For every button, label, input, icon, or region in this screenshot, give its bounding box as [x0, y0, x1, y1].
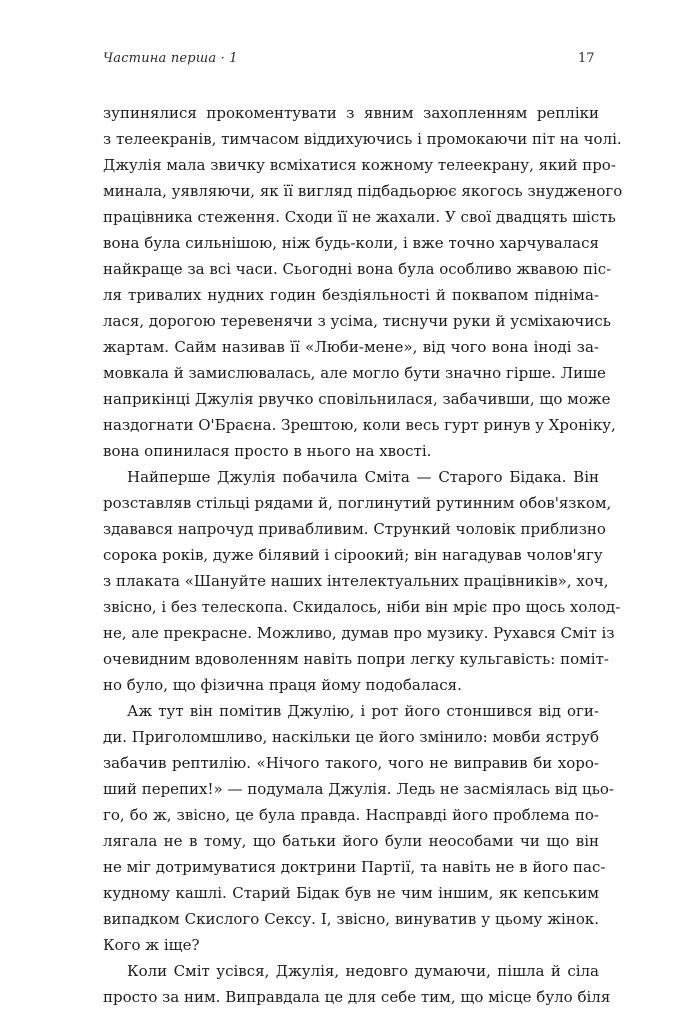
text-line: забачив рептилію. «Нічого такого, чого не виправив би хоро-: [103, 754, 599, 772]
text-line: наздогнати О'Браєна. Зрештою, коли весь гурт ринув у Хроніку,: [103, 416, 616, 434]
running-head: Частина перша · 1: [103, 51, 238, 66]
text-line: лягала не в тому, що батьки його були неособами чи що він: [103, 832, 599, 850]
text-line: лася, дорогою теревенячи з усіма, тиснучи руки й усміхаючись: [103, 312, 611, 330]
text-line: Найперше Джулія побачила Сміта — Старого Бідака. Він: [127, 468, 599, 486]
text-line: го, бо ж, звісно, це була правда. Насправді його проблема по-: [103, 806, 599, 824]
text-line: зупинялися прокоментувати з явним захопленням репліки: [103, 104, 599, 122]
text-line: Аж тут він помітив Джулію, і рот його стоншився від оги-: [127, 702, 599, 720]
text-line: здавався напрочуд привабливим. Стрункий чоловік приблизно: [103, 520, 606, 538]
text-line: ля тривалих нудних годин бездіяльності й поквапом підніма-: [103, 286, 599, 304]
text-line: з плаката «Шануйте наших інтелектуальних працівників», хоч,: [103, 572, 609, 590]
text-line: ди. Приголомшливо, наскільки це його змінило: мовби яструб: [103, 728, 599, 746]
text-line: працівника стеження. Сходи її не жахали. У свої двадцять шість: [103, 208, 616, 226]
text-line: очевидним вдоволенням навіть попри легку кульгавість: поміт-: [103, 650, 609, 668]
text-line: вона була сильнішою, ніж будь-коли, і вже точно харчувалася: [103, 234, 599, 252]
text-line: Джулія мала звичку всміхатися кожному телеекрану, який про-: [103, 156, 616, 174]
text-line: ший перепих!» — подумала Джулія. Ледь не засміялась від цьо-: [103, 780, 614, 798]
text-line: не, але прекрасне. Можливо, думав про музику. Рухався Сміт із: [103, 624, 615, 642]
text-line: мовкала й замислювалась, але могло бути значно гірше. Лише: [103, 364, 606, 382]
text-line: наприкінці Джулія рвучко сповільнилася, забачивши, що може: [103, 390, 611, 408]
paragraph: [103, 100, 623, 464]
body-text: [103, 100, 623, 1010]
paragraph: [103, 958, 611, 1010]
text-line: з телеекранів, тимчасом віддихуючись і промокаючи піт на чолі.: [103, 130, 622, 148]
text-line: вона опинилася просто в нього на хвості.: [103, 442, 432, 460]
text-line: випадком Скислого Сексу. І, звісно, винуватив у цьому жінок.: [103, 910, 599, 928]
text-line: звісно, і без телескопа. Скидалось, ніби він мріє про щось холод-: [103, 598, 621, 616]
text-line: Коли Сміт усівся, Джулія, недовго думаючи, пішла й сіла: [127, 962, 599, 980]
page-number: 17: [578, 51, 595, 66]
text-line: просто за ним. Виправдала це для себе тим, що місце було біля: [103, 988, 611, 1006]
paragraph: [103, 464, 621, 698]
text-line: жартам. Сайм називав її «Люби-мене», від чого вона іноді за-: [103, 338, 599, 356]
paragraph: [103, 698, 614, 958]
text-line: Кого ж іще?: [103, 936, 200, 954]
text-line: но було, що фізична праця йому подобалася.: [103, 676, 462, 694]
text-line: розставляв стільці рядами й, поглинутий рутинним обов'язком,: [103, 494, 612, 512]
text-line: минала, уявляючи, як її вигляд підбадьорює якогось знудженого: [103, 182, 623, 200]
text-line: сорока років, дуже білявий і сіроокий; він нагадував чолов'ягу: [103, 546, 603, 564]
text-line: кудному кашлі. Старий Бідак був не чим іншим, як кепським: [103, 884, 599, 902]
text-line: не міг дотримуватися доктрини Партії, та навіть не в його пас-: [103, 858, 606, 876]
text-line: найкраще за всі часи. Сьогодні вона була особливо жвавою піс-: [103, 260, 612, 278]
